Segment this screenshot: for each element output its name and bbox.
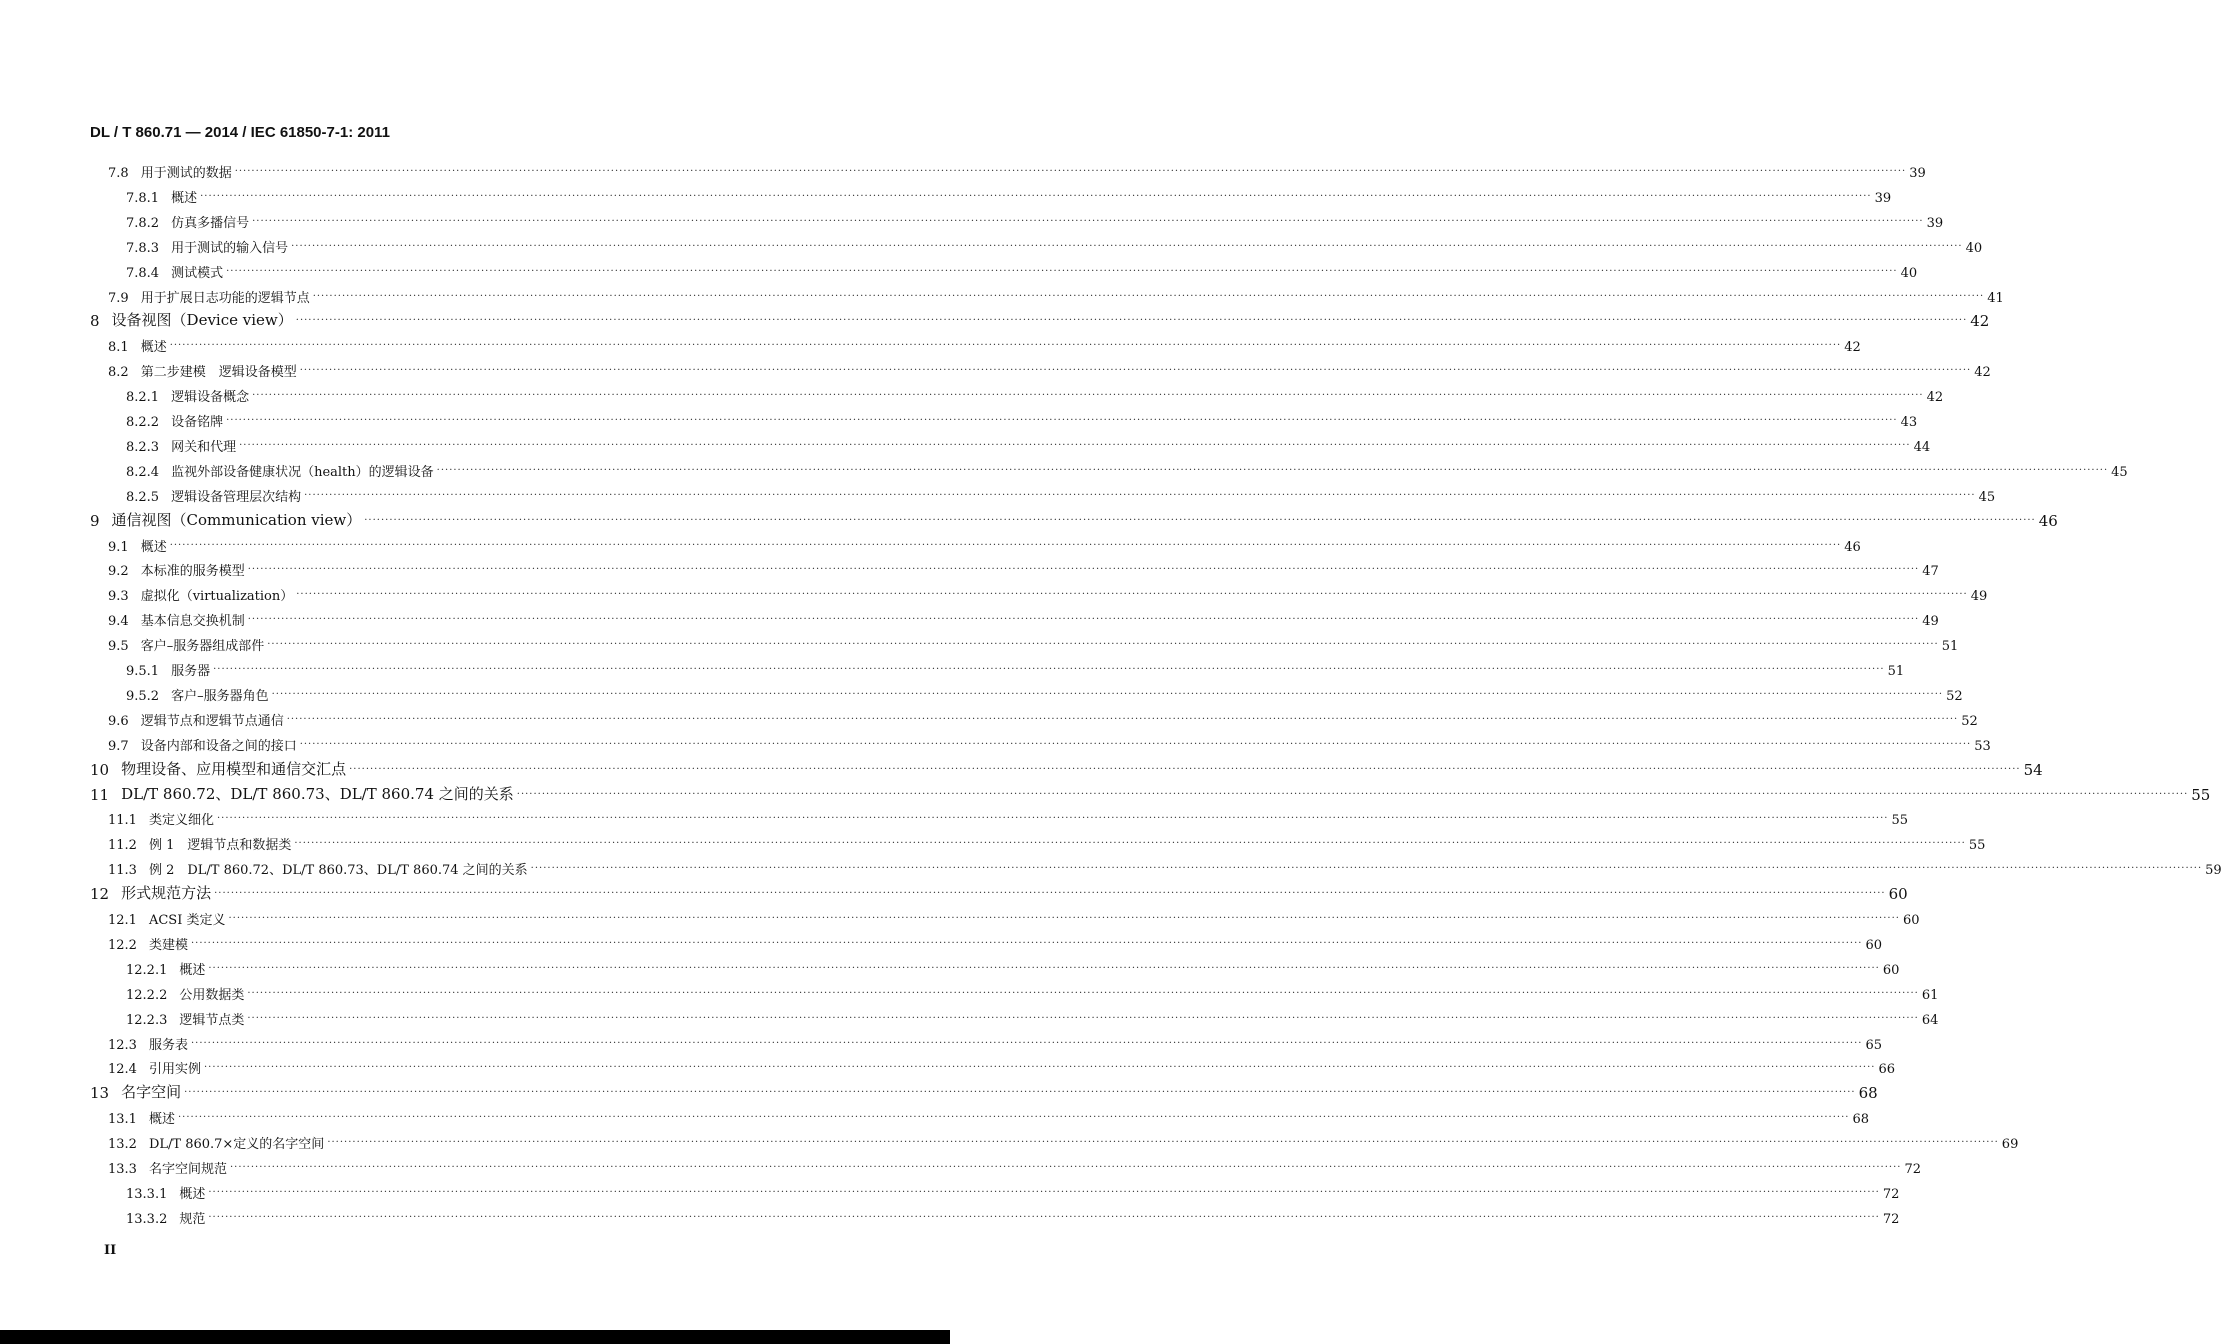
toc-entry[interactable] xyxy=(0,829,1986,854)
toc-leader-dots: ················································································································································································································································································································································································································ xyxy=(267,639,1939,651)
toc-entry-title: 客户–服务器角色 xyxy=(171,688,269,704)
toc-entry-title: 设备内部和设备之间的接口 xyxy=(140,738,297,754)
toc-entry-page: 44 xyxy=(1913,439,1931,455)
toc-entry-page: 51 xyxy=(1941,639,1959,655)
toc-entry-title: 例 2 DL/T 860.72、DL/T 860.73、DL/T 860.74 之间的关系 xyxy=(148,863,528,879)
toc-entry-title: 通信视图（Communication view） xyxy=(111,510,362,529)
toc-entry-number: 13 xyxy=(90,1084,110,1103)
toc-entry-page: 64 xyxy=(1921,1012,1939,1028)
toc-entry[interactable] xyxy=(0,655,1905,679)
toc-entry-title: 逻辑节点和逻辑节点通信 xyxy=(140,713,284,729)
toc-entry-title: 例 1 逻辑节点和数据类 xyxy=(148,838,292,854)
toc-entry[interactable] xyxy=(0,207,1944,231)
toc-entry-page: 45 xyxy=(1978,489,1996,505)
toc-entry-title: 物理设备、应用模型和通信交汇点 xyxy=(121,759,347,778)
toc-entry[interactable] xyxy=(0,929,1882,953)
toc-entry[interactable] xyxy=(0,406,1918,430)
toc-leader-dots: ················································································································································································································································································································································································································ xyxy=(530,863,2203,875)
toc-leader-dots: ················································································································································································································································································································································································································ xyxy=(291,240,1963,252)
toc-entry-number: 7.8.2 xyxy=(126,215,160,231)
toc-leader-dots: ················································································································································································································································································································································································································ xyxy=(228,913,1900,924)
toc-entry-number: 7.8 xyxy=(108,166,129,181)
toc-entry-number: 12 xyxy=(90,885,110,904)
toc-leader-dots: ················································································································································································································································································································································································································ xyxy=(229,1162,1902,1173)
toc-entry[interactable] xyxy=(0,257,1918,281)
toc-entry-number: 12.4 xyxy=(108,1062,137,1078)
toc-entry-number: 10 xyxy=(90,760,110,779)
toc-entry[interactable] xyxy=(0,630,1959,655)
toc-entry-title: 用于扩展日志功能的逻辑节点 xyxy=(140,290,310,306)
toc-entry-number: 13.3.1 xyxy=(126,1186,168,1202)
toc-leader-dots: ················································································································································································································································································································································································································ xyxy=(208,962,1880,974)
toc-entry-page: 55 xyxy=(2191,785,2211,804)
toc-entry-number: 12.3 xyxy=(108,1037,137,1053)
toc-entry-number: 12.2.1 xyxy=(126,962,168,978)
toc-entry-page: 55 xyxy=(1968,838,1986,854)
toc-entry-page: 52 xyxy=(1961,713,1978,729)
toc-entry[interactable] xyxy=(0,531,1861,555)
toc-entry[interactable] xyxy=(0,1128,2019,1153)
toc-entry-number: 11.2 xyxy=(108,838,137,854)
toc-entry[interactable] xyxy=(0,1078,1878,1103)
toc-entry-number: 8 xyxy=(90,312,100,331)
toc-entry-title: 形式规范方法 xyxy=(121,884,212,903)
toc-entry-page: 46 xyxy=(1844,539,1861,555)
toc-entry[interactable] xyxy=(0,680,1963,704)
toc-entry-title: 类定义细化 xyxy=(148,813,214,829)
toc-entry-number: 13.1 xyxy=(108,1112,137,1128)
toc-entry-title: 监视外部设备健康状况（health）的逻辑设备 xyxy=(171,464,434,480)
toc-entry-title: DL/T 860.7×定义的名字空间 xyxy=(148,1137,325,1153)
toc-entry[interactable] xyxy=(0,730,1991,754)
toc-entry-number: 9.4 xyxy=(108,614,129,630)
toc-entry-number: 7.8.3 xyxy=(126,240,160,256)
toc-entry-page: 43 xyxy=(1900,415,1918,430)
toc-leader-dots: ················································································································································································································································································································································································································ xyxy=(203,1062,1876,1074)
toc-entry-page: 68 xyxy=(1852,1112,1869,1128)
toc-entry-title: 引用实例 xyxy=(148,1062,201,1078)
toc-entry-title: 基本信息交换机制 xyxy=(140,614,245,630)
toc-entry-number: 8.2.1 xyxy=(126,390,160,406)
toc-entry[interactable] xyxy=(0,580,1988,605)
toc-entry-number: 9.5 xyxy=(108,639,129,655)
toc-leader-dots: ················································································································································································································································································································································································································ xyxy=(516,788,2189,800)
toc-leader-dots: ················································································································································································································································································································································································································ xyxy=(177,1112,1850,1124)
toc-entry-page: 46 xyxy=(2038,511,2058,530)
toc-entry-number: 8.2.2 xyxy=(126,415,160,430)
toc-entry-title: DL/T 860.72、DL/T 860.73、DL/T 860.74 之间的关系 xyxy=(121,784,514,803)
toc-entry[interactable] xyxy=(0,1053,1895,1078)
toc-entry-page: 39 xyxy=(1909,166,1926,181)
toc-entry-number: 8.1 xyxy=(108,340,129,356)
toc-entry-number: 11.1 xyxy=(108,813,137,829)
toc-entry-number: 8.2 xyxy=(108,365,129,381)
toc-leader-dots: ················································································································································································································································································································································································································ xyxy=(169,539,1842,551)
toc-entry-number: 7.8.1 xyxy=(126,190,160,206)
toc-entry[interactable] xyxy=(0,381,1944,406)
toc-entry-title: 用于测试的输入信号 xyxy=(171,240,289,256)
toc-leader-dots: ················································································································································································································································································································································································································ xyxy=(252,390,1924,402)
toc-leader-dots: ················································································································································································································································································································································································································ xyxy=(294,838,1966,850)
toc-entry-title: 服务表 xyxy=(148,1037,188,1053)
toc-entry[interactable] xyxy=(0,431,1931,455)
toc-entry-number: 8.2.4 xyxy=(126,464,160,480)
toc-leader-dots: ················································································································································································································································································································································································································ xyxy=(169,340,1842,352)
toc-entry[interactable] xyxy=(0,1153,1921,1177)
toc-leader-dots: ················································································································································································································································································································································································································ xyxy=(286,713,1959,725)
toc-entry-number: 7.9 xyxy=(108,290,129,306)
toc-entry-number: 11 xyxy=(90,785,110,804)
toc-leader-dots: ················································································································································································································································································································································································································ xyxy=(299,365,1972,377)
toc-entry[interactable] xyxy=(0,804,1908,829)
toc-entry-page: 60 xyxy=(1902,913,1920,928)
toc-leader-dots: ················································································································································································································································································································································································································ xyxy=(190,1037,1863,1049)
toc-entry-page: 69 xyxy=(2001,1137,2019,1153)
toc-entry[interactable] xyxy=(0,555,1939,580)
toc-entry-number: 9.3 xyxy=(108,589,129,605)
toc-leader-dots: ················································································································································································································································································································································································································ xyxy=(304,489,1976,501)
toc-entry-page: 41 xyxy=(1987,290,2004,306)
toc-entry-title: 虚拟化（virtualization） xyxy=(140,589,294,605)
toc-entry[interactable] xyxy=(0,481,1996,505)
toc-entry-title: 概述 xyxy=(179,1186,206,1202)
toc-entry[interactable] xyxy=(0,182,1892,206)
toc-entry-number: 9.7 xyxy=(108,738,129,754)
toc-entry-number: 8.2.5 xyxy=(126,489,160,505)
toc-entry-page: 52 xyxy=(1946,688,1963,704)
toc-entry-title: 客户–服务器组成部件 xyxy=(140,639,265,655)
toc-entry[interactable] xyxy=(0,1029,1882,1053)
toc-leader-dots: ················································································································································································································································································································································································································ xyxy=(234,166,1907,177)
toc-entry-page: 40 xyxy=(1900,265,1918,281)
toc-entry-page: 60 xyxy=(1888,885,1908,904)
toc-leader-dots: ················································································································································································································································································································································································································ xyxy=(214,888,1886,900)
toc-leader-dots: ················································································································································································································································································································································································································ xyxy=(436,464,2109,476)
toc-entry-page: 60 xyxy=(1865,937,1882,953)
toc-entry[interactable] xyxy=(0,979,1939,1003)
toc-leader-dots: ················································································································································································································································································································································································································ xyxy=(239,439,1911,451)
toc-entry-page: 42 xyxy=(1970,312,1990,331)
toc-leader-dots: ················································································································································································································································································································································································································ xyxy=(226,265,1898,277)
toc-entry-number: 13.3 xyxy=(108,1162,137,1177)
toc-leader-dots: ················································································································································································································································································································································································································ xyxy=(271,688,1944,700)
toc-entry-page: 47 xyxy=(1922,564,1939,580)
toc-entry[interactable] xyxy=(0,232,1983,256)
toc-entry[interactable] xyxy=(0,1203,1900,1227)
toc-entry-page: 72 xyxy=(1882,1186,1900,1202)
toc-entry-title: 用于测试的数据 xyxy=(140,166,232,181)
toc-entry[interactable] xyxy=(0,356,1991,381)
toc-entry-page: 42 xyxy=(1926,390,1944,406)
toc-entry-title: 设备铭牌 xyxy=(171,415,224,430)
toc-entry-page: 61 xyxy=(1921,987,1939,1003)
toc-leader-dots: ················································································································································································································································································································································································································ xyxy=(327,1137,1999,1149)
toc-entry[interactable] xyxy=(0,879,1908,904)
toc-entry-page: 72 xyxy=(1904,1162,1921,1177)
toc-leader-dots: ················································································································································································································································································································································································································ xyxy=(216,813,1889,825)
toc-entry-page: 42 xyxy=(1974,365,1991,381)
toc-entry-number: 9.1 xyxy=(108,539,129,555)
toc-entry-title: 逻辑节点类 xyxy=(179,1012,245,1028)
toc-leader-dots: ················································································································································································································································································································································································································ xyxy=(296,589,1968,601)
toc-entry-page: 42 xyxy=(1844,340,1861,356)
toc-entry-page: 40 xyxy=(1965,240,1983,256)
toc-leader-dots: ················································································································································································································································································································································································································ xyxy=(247,1012,1919,1024)
toc-entry[interactable] xyxy=(0,331,1861,356)
toc-entry[interactable] xyxy=(0,306,1990,331)
toc-entry[interactable] xyxy=(0,854,2222,879)
toc-entry-number: 12.2.3 xyxy=(126,1012,168,1028)
toc-entry-number: 12.2.2 xyxy=(126,987,168,1003)
toc-leader-dots: ················································································································································································································································································································································································································ xyxy=(190,937,1863,949)
toc-entry[interactable] xyxy=(0,456,2128,480)
toc-entry[interactable] xyxy=(0,157,1926,181)
toc-leader-dots: ················································································································································································································································································································································································································ xyxy=(247,987,1919,999)
toc-entry-page: 59 xyxy=(2205,863,2222,879)
toc-leader-dots: ················································································································································································································································································································································································································ xyxy=(208,1186,1880,1198)
toc-entry-number: 13.2 xyxy=(108,1137,137,1153)
toc-entry[interactable] xyxy=(0,705,1978,729)
toc-entry-title: 名字空间规范 xyxy=(148,1162,227,1177)
toc-entry-page: 39 xyxy=(1874,190,1892,206)
toc-entry-title: ACSI 类定义 xyxy=(148,913,226,928)
page-number: II xyxy=(104,1243,117,1258)
toc-entry-title: 概述 xyxy=(148,1112,175,1128)
toc-entry-title: 概述 xyxy=(140,539,167,555)
toc-entry-page: 72 xyxy=(1882,1211,1900,1227)
toc-entry-title: 仿真多播信号 xyxy=(171,215,250,231)
toc-entry-number: 9.6 xyxy=(108,713,129,729)
toc-entry-page: 51 xyxy=(1887,664,1905,679)
toc-entry-page: 39 xyxy=(1926,215,1944,231)
toc-entry[interactable] xyxy=(0,755,2043,779)
document-header: DL / T 860.71 — 2014 / IEC 61850-7-1: 2011 xyxy=(90,124,390,141)
toc-leader-dots: ················································································································································································································································································································································································································ xyxy=(247,564,1920,576)
toc-entry-page: 60 xyxy=(1882,962,1900,978)
toc-entry[interactable] xyxy=(0,1004,1939,1028)
toc-leader-dots: ················································································································································································································································································································································································································ xyxy=(252,215,1924,227)
toc-entry-number: 9.2 xyxy=(108,564,129,580)
toc-entry-page: 49 xyxy=(1922,614,1939,630)
toc-entry-number: 7.8.4 xyxy=(126,265,160,281)
toc-leader-dots: ················································································································································································································································································································································································································ xyxy=(247,614,1920,626)
toc-leader-dots: ················································································································································································································································································································································································································ xyxy=(349,763,2021,775)
toc-entry-title: 网关和代理 xyxy=(171,439,237,455)
toc-entry-page: 49 xyxy=(1970,589,1988,605)
toc-leader-dots: ················································································································································································································································································································································································································ xyxy=(312,290,1985,302)
toc-entry[interactable] xyxy=(0,282,2004,306)
toc-entry-page: 65 xyxy=(1865,1037,1882,1053)
toc-entry-number: 8.2.3 xyxy=(126,439,160,455)
toc-entry-page: 45 xyxy=(2111,464,2128,480)
toc-entry-page: 54 xyxy=(2023,760,2043,779)
toc-leader-dots: ················································································································································································································································································································································································································ xyxy=(184,1087,1856,1099)
bottom-edge-bar xyxy=(0,1330,950,1344)
toc-entry-title: 类建模 xyxy=(148,937,188,953)
toc-entry-title: 第二步建模 逻辑设备模型 xyxy=(140,365,297,381)
toc-entry-number: 9.5.1 xyxy=(126,664,160,679)
toc-entry[interactable] xyxy=(0,605,1939,630)
toc-entry-title: 设备视图（Device view） xyxy=(111,311,293,330)
toc-entry-title: 逻辑设备管理层次结构 xyxy=(171,489,302,505)
toc-entry-number: 11.3 xyxy=(108,863,137,879)
toc-entry[interactable] xyxy=(0,506,2058,530)
toc-entry-title: 概述 xyxy=(171,190,198,206)
toc-entry-number: 12.1 xyxy=(108,913,137,928)
toc-entry[interactable] xyxy=(0,780,2211,804)
toc-leader-dots: ················································································································································································································································································································································································································ xyxy=(299,738,1972,750)
toc-entry[interactable] xyxy=(0,904,1920,928)
toc-entry[interactable] xyxy=(0,1178,1900,1202)
toc-entry-title: 本标准的服务模型 xyxy=(140,564,245,580)
toc-entry-title: 服务器 xyxy=(171,664,211,679)
toc-entry-page: 66 xyxy=(1878,1062,1895,1078)
toc-entry-number: 12.2 xyxy=(108,937,137,953)
toc-leader-dots: ················································································································································································································································································································································································································ xyxy=(226,415,1898,426)
toc-entry[interactable] xyxy=(0,954,1900,978)
toc-leader-dots: ················································································································································································································································································································································································································ xyxy=(208,1211,1880,1223)
toc-entry-page: 55 xyxy=(1891,813,1908,829)
toc-leader-dots: ················································································································································································································································································································································································································ xyxy=(364,514,2036,526)
toc-entry[interactable] xyxy=(0,1103,1869,1128)
toc-leader-dots: ················································································································································································································································································································································································································ xyxy=(200,190,1872,202)
toc-leader-dots: ················································································································································································································································································································································································································ xyxy=(295,315,1968,327)
toc-entry-title: 名字空间 xyxy=(121,1083,182,1102)
toc-entry-number: 9 xyxy=(90,511,100,530)
toc-entry-title: 公用数据类 xyxy=(179,987,245,1003)
toc-entry-title: 规范 xyxy=(179,1211,206,1227)
toc-entry-page: 68 xyxy=(1858,1084,1878,1103)
toc-entry-page: 53 xyxy=(1974,738,1991,754)
toc-entry-number: 9.5.2 xyxy=(126,688,160,704)
toc-entry-number: 13.3.2 xyxy=(126,1211,168,1227)
toc-entry-title: 逻辑设备概念 xyxy=(171,390,250,406)
toc-entry-title: 概述 xyxy=(179,962,206,978)
toc-leader-dots: ················································································································································································································································································································································································································ xyxy=(213,664,1885,675)
toc-entry-title: 测试模式 xyxy=(171,265,224,281)
toc-entry-title: 概述 xyxy=(140,340,167,356)
